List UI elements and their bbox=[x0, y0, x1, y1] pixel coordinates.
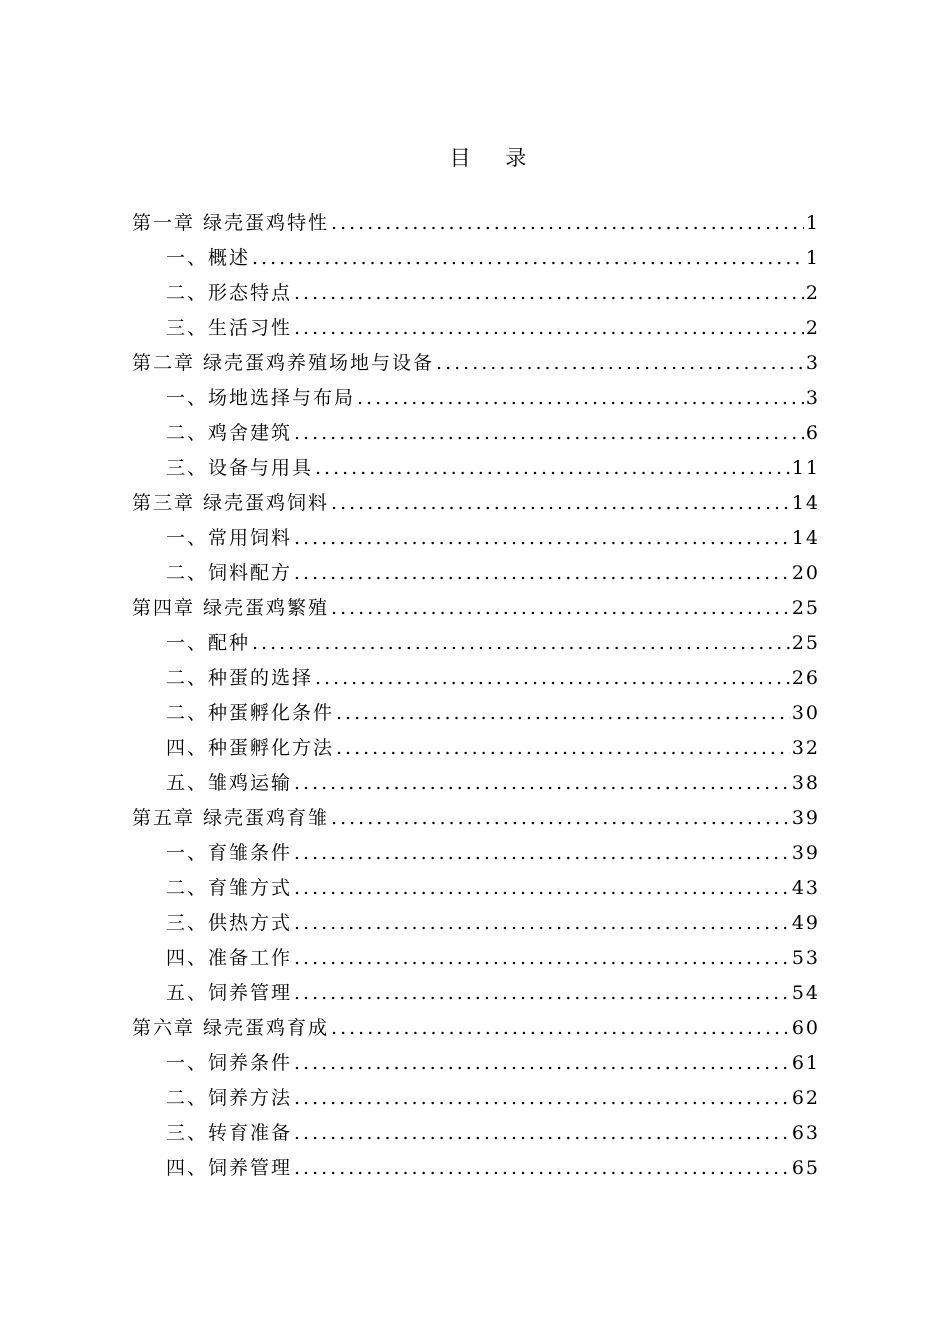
toc-dot-leader bbox=[315, 457, 790, 479]
toc-dot-leader bbox=[294, 422, 804, 444]
toc-entry-text: 第三章 绿壳蛋鸡饲料 bbox=[132, 492, 330, 514]
toc-dot-leader bbox=[336, 737, 790, 759]
toc-section-entry[interactable] bbox=[132, 558, 820, 593]
toc-page-number: 2 bbox=[805, 282, 820, 304]
toc-entry-text: 一、配种 bbox=[166, 632, 251, 654]
toc-page-number: 65 bbox=[791, 1157, 820, 1179]
toc-dot-leader bbox=[294, 1157, 790, 1179]
toc-page-number: 62 bbox=[791, 1087, 820, 1109]
toc-section-entry[interactable] bbox=[132, 313, 820, 348]
toc-page-number: 49 bbox=[791, 912, 820, 934]
toc-chapter-entry[interactable] bbox=[132, 593, 820, 628]
toc-entry-text: 四、种蛋孵化方法 bbox=[166, 737, 335, 759]
toc-entry-text: 一、常用饲料 bbox=[166, 527, 293, 549]
toc-dot-leader bbox=[436, 352, 804, 374]
toc-entry-text: 二、饲养方法 bbox=[166, 1087, 293, 1109]
toc-entry-text: 一、育雏条件 bbox=[166, 842, 293, 864]
toc-page-number: 39 bbox=[791, 842, 820, 864]
toc-section-entry[interactable] bbox=[132, 663, 820, 698]
toc-entry-text: 一、饲养条件 bbox=[166, 1052, 293, 1074]
toc-page-number: 2 bbox=[805, 317, 820, 339]
toc-section-entry[interactable] bbox=[132, 1153, 820, 1188]
toc-entry-text: 三、转育准备 bbox=[166, 1122, 293, 1144]
toc-dot-leader bbox=[294, 842, 790, 864]
toc-entry-text: 五、饲养管理 bbox=[166, 982, 293, 1004]
toc-dot-leader bbox=[252, 247, 804, 269]
toc-dot-leader bbox=[294, 877, 790, 899]
toc-entry-text: 二、育雏方式 bbox=[166, 877, 293, 899]
toc-page-number: 26 bbox=[791, 667, 820, 689]
toc-page-number: 1 bbox=[805, 247, 820, 269]
toc-entry-text: 三、设备与用具 bbox=[166, 457, 314, 479]
toc-section-entry[interactable] bbox=[132, 383, 820, 418]
toc-entry-text: 第四章 绿壳蛋鸡繁殖 bbox=[132, 597, 330, 619]
toc-entry-text: 一、场地选择与布局 bbox=[166, 387, 356, 409]
toc-section-entry[interactable] bbox=[132, 908, 820, 943]
toc-dot-leader bbox=[331, 807, 790, 829]
toc-page-number: 6 bbox=[805, 422, 820, 444]
toc-page-number: 60 bbox=[791, 1017, 820, 1039]
toc-entry-text: 四、准备工作 bbox=[166, 947, 293, 969]
toc-chapter-entry[interactable] bbox=[132, 488, 820, 523]
toc-dot-leader bbox=[252, 632, 790, 654]
toc-dot-leader bbox=[331, 212, 804, 234]
toc-section-entry[interactable] bbox=[132, 768, 820, 803]
toc-entry-text: 第二章 绿壳蛋鸡养殖场地与设备 bbox=[132, 352, 435, 374]
toc-dot-leader bbox=[357, 387, 804, 409]
toc-section-entry[interactable] bbox=[132, 698, 820, 733]
toc-dot-leader bbox=[294, 912, 790, 934]
toc-section-entry[interactable] bbox=[132, 418, 820, 453]
toc-page-number: 61 bbox=[791, 1052, 820, 1074]
toc-section-entry[interactable] bbox=[132, 278, 820, 313]
toc-section-entry[interactable] bbox=[132, 628, 820, 663]
toc-page-number: 43 bbox=[791, 877, 820, 899]
toc-section-entry[interactable] bbox=[132, 943, 820, 978]
toc-page-number: 14 bbox=[791, 492, 820, 514]
toc-page-number: 1 bbox=[805, 212, 820, 234]
toc-dot-leader bbox=[336, 702, 790, 724]
toc-entry-text: 三、供热方式 bbox=[166, 912, 293, 934]
toc-entry-text: 二、种蛋孵化条件 bbox=[166, 702, 335, 724]
toc-section-entry[interactable] bbox=[132, 243, 820, 278]
toc-page-number: 11 bbox=[791, 457, 820, 479]
toc-entry-text: 五、雏鸡运输 bbox=[166, 772, 293, 794]
toc-page-number: 25 bbox=[791, 597, 820, 619]
toc-page-number: 63 bbox=[791, 1122, 820, 1144]
toc-page-number: 39 bbox=[791, 807, 820, 829]
toc-chapter-entry[interactable] bbox=[132, 208, 820, 243]
toc-dot-leader bbox=[294, 317, 804, 339]
toc-page-number: 3 bbox=[805, 352, 820, 374]
toc-dot-leader bbox=[294, 1087, 790, 1109]
toc-section-entry[interactable] bbox=[132, 453, 820, 488]
toc-page-number: 20 bbox=[791, 562, 820, 584]
toc-section-entry[interactable] bbox=[132, 1118, 820, 1153]
toc-entry-text: 二、饲料配方 bbox=[166, 562, 293, 584]
toc-list bbox=[132, 208, 820, 1188]
toc-section-entry[interactable] bbox=[132, 838, 820, 873]
toc-section-entry[interactable] bbox=[132, 978, 820, 1013]
toc-entry-text: 二、形态特点 bbox=[166, 282, 293, 304]
toc-dot-leader bbox=[331, 1017, 790, 1039]
toc-dot-leader bbox=[294, 947, 790, 969]
toc-dot-leader bbox=[294, 1052, 790, 1074]
toc-entry-text: 二、种蛋的选择 bbox=[166, 667, 314, 689]
toc-page-number: 3 bbox=[805, 387, 820, 409]
toc-entry-text: 二、鸡舍建筑 bbox=[166, 422, 293, 444]
toc-dot-leader bbox=[294, 1122, 790, 1144]
toc-section-entry[interactable] bbox=[132, 873, 820, 908]
toc-page-number: 14 bbox=[791, 527, 820, 549]
toc-entry-text: 三、生活习性 bbox=[166, 317, 293, 339]
toc-page-number: 54 bbox=[791, 982, 820, 1004]
toc-page-number: 30 bbox=[791, 702, 820, 724]
toc-page-number: 53 bbox=[791, 947, 820, 969]
toc-chapter-entry[interactable] bbox=[132, 1013, 820, 1048]
toc-entry-text: 第六章 绿壳蛋鸡育成 bbox=[132, 1017, 330, 1039]
toc-section-entry[interactable] bbox=[132, 1083, 820, 1118]
toc-section-entry[interactable] bbox=[132, 523, 820, 558]
toc-dot-leader bbox=[294, 527, 790, 549]
toc-dot-leader bbox=[294, 282, 804, 304]
toc-dot-leader bbox=[294, 562, 790, 584]
toc-dot-leader bbox=[331, 597, 790, 619]
toc-page-number: 32 bbox=[791, 737, 820, 759]
toc-entry-text: 第五章 绿壳蛋鸡育雏 bbox=[132, 807, 330, 829]
toc-entry-text: 一、概述 bbox=[166, 247, 251, 269]
toc-chapter-entry[interactable] bbox=[132, 803, 820, 838]
toc-entry-text: 第一章 绿壳蛋鸡特性 bbox=[132, 212, 330, 234]
toc-page-number: 38 bbox=[791, 772, 820, 794]
toc-section-entry[interactable] bbox=[132, 1048, 820, 1083]
toc-title: 目 录 bbox=[449, 146, 541, 170]
toc-dot-leader bbox=[294, 982, 790, 1004]
toc-section-entry[interactable] bbox=[132, 733, 820, 768]
toc-chapter-entry[interactable] bbox=[132, 348, 820, 383]
toc-dot-leader bbox=[294, 772, 790, 794]
toc-page-number: 25 bbox=[791, 632, 820, 654]
toc-dot-leader bbox=[315, 667, 790, 689]
toc-dot-leader bbox=[331, 492, 790, 514]
toc-entry-text: 四、饲养管理 bbox=[166, 1157, 293, 1179]
